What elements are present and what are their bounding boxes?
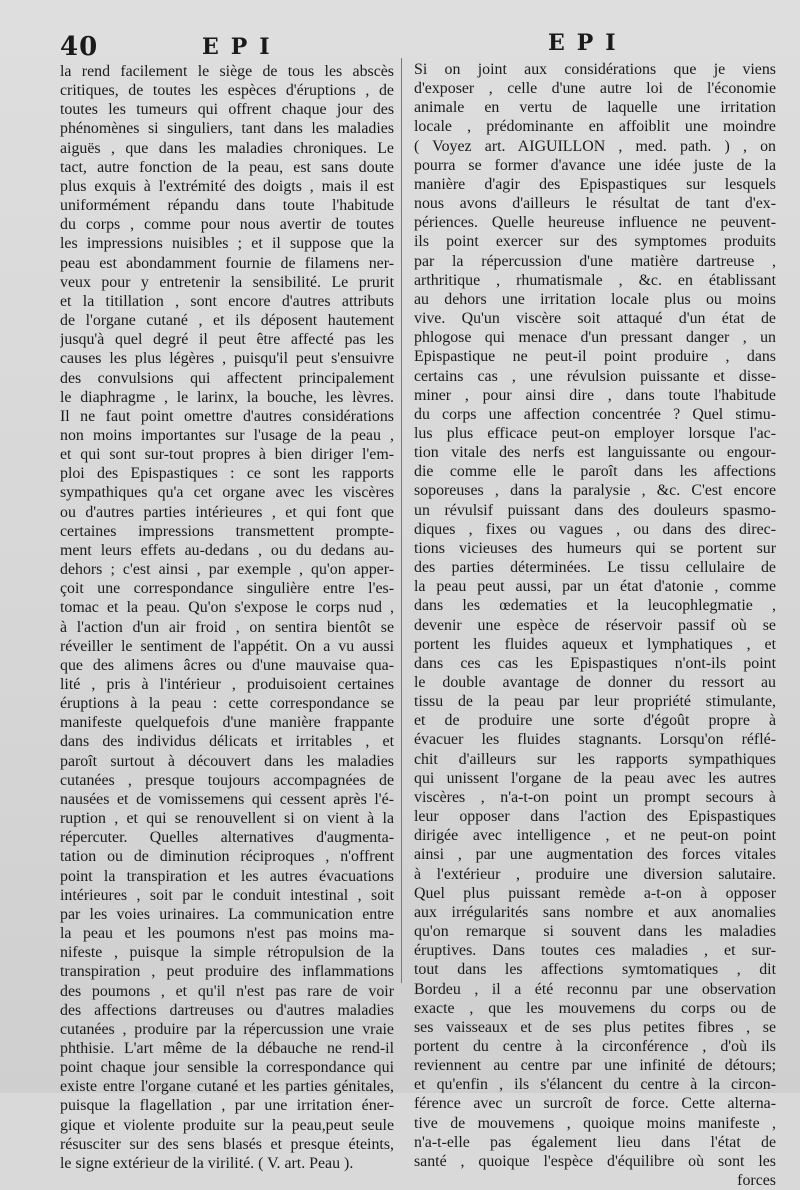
text-line: locale , prédominante en affoiblit une moindre bbox=[414, 118, 776, 136]
text-line: portent du centre à la circonférence , d'où ils bbox=[414, 1037, 776, 1055]
text-line: gique et violente produite sur la peau,peut seule bbox=[60, 1116, 394, 1134]
text-line: phénomènes si singuliers, tant dans les maladies bbox=[60, 120, 394, 138]
text-line: lité , pris à l'intérieur , produisoient certaines bbox=[60, 676, 394, 693]
text-line: le double avantage de donner du ressort au bbox=[414, 674, 776, 691]
text-line: forces bbox=[737, 1172, 776, 1190]
text-line: ment leurs effets au-dedans , ou du dedans au- bbox=[60, 541, 394, 559]
text-line: du corps une affection concentrée ? Quel stimu- bbox=[414, 405, 776, 423]
text-line: par les voies urinaires. La communication entre bbox=[60, 905, 394, 923]
text-line: paroît surtout à découvert dans les maladies bbox=[60, 752, 394, 770]
text-line: sympathiques qu'a cet organe avec les viscères bbox=[60, 484, 394, 502]
text-line: veux pour y entretenir la sensibilité. Le prurit bbox=[60, 273, 394, 291]
text-line: ainsi , par une augmentation des forces vitales bbox=[414, 846, 776, 864]
text-line: et qu'enfin , ils s'élancent du centre à la circon- bbox=[414, 1076, 776, 1094]
text-line: du corps , comme pour nous avertir de toutes bbox=[60, 216, 394, 234]
text-line: Epispastique ne peut-il point produire , dans bbox=[414, 348, 776, 366]
text-line: nifeste , puisque la simple rétropulsion de la bbox=[60, 944, 394, 962]
text-line: férence avec un surcroît de force. Cette alterna- bbox=[414, 1095, 776, 1113]
text-line: cutanées , produire par la répercussion une vraie bbox=[60, 1020, 394, 1038]
text-line: qui unissent l'organe de la peau avec les autres bbox=[414, 769, 776, 787]
text-line: nous avons d'ailleurs le résultat de tant d'ex- bbox=[414, 195, 776, 213]
text-line: et la titillation , sont encore d'autres attributs bbox=[60, 292, 394, 310]
left-running-title: EPI bbox=[202, 34, 282, 60]
text-line: critiques, de toutes les espèces d'éruptions , de bbox=[60, 82, 394, 100]
text-line: à l'action d'un air froid , on sentira bientôt se bbox=[60, 618, 394, 636]
text-line: reviennent au centre par une infinité de détours; bbox=[414, 1057, 776, 1075]
column-divider bbox=[401, 58, 402, 983]
text-line: des parties déterminées. Le tissu cellulaire de bbox=[414, 559, 776, 577]
text-line: devenir une espèce de réservoir passif où se bbox=[414, 616, 776, 634]
text-line: ou d'autres parties intérieures , et qui font que bbox=[60, 503, 394, 521]
text-line: la peau peut aussi, par un état d'atonie , comme bbox=[414, 578, 776, 596]
text-line: répercuter. Quelles alternatives d'augmenta- bbox=[60, 829, 394, 847]
text-line: tation ou de diminution réciproques , n'offrent bbox=[60, 848, 394, 866]
text-line: dans les œdematies et la leucophlegmatie , bbox=[414, 597, 776, 615]
text-line: par la répercussion d'une matière dartreuse , bbox=[414, 252, 776, 270]
text-line: éruptions à la peau : cette correspondance se bbox=[60, 695, 394, 713]
text-line: manière d'agir des Epispastiques sur lesquels bbox=[414, 175, 776, 193]
text-line: vive. Qu'un viscère soit attaqué d'un état de bbox=[414, 310, 776, 328]
text-line: point chaque jour sensible la correspondance qui bbox=[60, 1059, 394, 1077]
page-number: 40 bbox=[60, 32, 99, 62]
text-line: ( Voyez art. AIGUILLON , med. path. ) , on bbox=[414, 137, 776, 155]
text-line: évacuer les fluides stagnants. Lorsqu'on réflé- bbox=[414, 731, 776, 749]
right-text-column bbox=[414, 60, 776, 1190]
text-line: jusqu'à quel degré il peut être affecté pas les bbox=[60, 331, 394, 349]
text-line: puisque la flagellation , par une irritation éner- bbox=[60, 1097, 394, 1115]
text-line: dans des individus délicats et irritables , et bbox=[60, 733, 394, 751]
text-line: animale en vertu de laquelle une irritation bbox=[414, 99, 776, 117]
text-line: la rend facilement le siège de tous les abscès bbox=[60, 63, 394, 80]
text-line: tissu de la peau par leur propriété stimulante, bbox=[414, 693, 776, 711]
text-line: viscères , n'a-t-on point un prompt secours à bbox=[414, 788, 776, 806]
text-line: tive de mouvemens , quoique moins manifeste , bbox=[414, 1114, 776, 1132]
text-line: et de produire une sorte d'égoût propre à bbox=[414, 712, 776, 730]
text-line: les impressions nuisibles ; et il suppose que la bbox=[60, 235, 394, 253]
text-line: de l'organe cutané , et ils déposent hautement bbox=[60, 312, 394, 330]
text-line: dans ces cas les Epispastiques n'ont-ils point bbox=[414, 654, 776, 672]
text-line: chit d'ailleurs sur les rapports sympathiques bbox=[414, 750, 776, 768]
text-line: phthisie. L'art même de la débauche ne rend-il bbox=[60, 1039, 394, 1057]
text-line: arthritique , rhumatismale , &c. en établissant bbox=[414, 271, 776, 289]
text-line: cutanées , presque toujours accompagnées de bbox=[60, 771, 394, 789]
text-line: point la transpiration et les autres évacuations bbox=[60, 867, 394, 885]
text-line: des poumons , et qu'il n'est pas rare de voir bbox=[60, 982, 394, 1000]
text-line: aux irrégularités sans nombre et aux anomalies bbox=[414, 903, 776, 921]
text-line: plus exquis à l'extrémité des doigts , mais il est bbox=[60, 177, 394, 195]
text-line: causes les plus légères , puisqu'il peut s'ensuivre bbox=[60, 350, 394, 368]
text-line: Bordeu , il a été reconnu par une observation bbox=[414, 980, 776, 998]
text-line: tion vitale des nerfs est languissante ou engour- bbox=[414, 444, 776, 462]
text-line: die comme elle le paroît dans les affections bbox=[414, 463, 776, 481]
text-line: à l'extérieur , produire une diversion salutaire. bbox=[414, 865, 776, 883]
text-line: santé , quoique l'espèce d'équilibre où sont les bbox=[414, 1152, 776, 1170]
text-line: dirigée avec intelligence , et ne peut-on point bbox=[414, 827, 776, 845]
text-line: tact, autre fonction de la peau, est sans doute bbox=[60, 158, 394, 176]
text-line: dehors ; c'est ainsi , par exemple , qu'on apper- bbox=[60, 561, 394, 579]
text-line: ploi des Epispastiques : ce sont les rapports bbox=[60, 465, 394, 483]
text-line: Quel plus puissant remède a-t-on à opposer bbox=[414, 884, 776, 902]
text-line: Si on joint aux considérations que je viens bbox=[414, 61, 776, 78]
text-line: tions vicieuses des humeurs qui se portent sur bbox=[414, 539, 776, 557]
text-line: des convulsions qui affectent principalement bbox=[60, 369, 394, 387]
text-line: la peau et les poumons n'est pas moins ma- bbox=[60, 925, 394, 943]
text-line: au dehors une irritation locale plus ou moins bbox=[414, 290, 776, 308]
text-line: tomac et la peau. Qu'on s'expose le corps nud , bbox=[60, 599, 394, 617]
right-running-title: EPI bbox=[548, 30, 628, 56]
text-line: non moins importantes sur l'usage de la peau , bbox=[60, 426, 394, 444]
text-line: intérieures , soit par le conduit intestinal , soit bbox=[60, 886, 394, 904]
text-line: ses vaisseaux et de ses plus petites fibres , se bbox=[414, 1018, 776, 1036]
text-line: exacte , que les mouvemens du corps ou de bbox=[414, 999, 776, 1017]
text-line: çoit une correspondance singulière entre l'es- bbox=[60, 580, 394, 598]
text-line: certains cas , une révulsion puissante et disse- bbox=[414, 367, 776, 385]
text-line: portent les fluides aqueux et lymphatiques , et bbox=[414, 635, 776, 653]
text-line: miner , pour ainsi dire , dans toute l'habitude bbox=[414, 386, 776, 404]
running-header bbox=[0, 26, 800, 62]
text-line: pourra se former d'avance une idée juste de la bbox=[414, 156, 776, 174]
text-line: aiguës , que dans les maladies chroniques. Le bbox=[60, 139, 394, 157]
text-line: manifeste quelquefois d'une manière frappante bbox=[60, 714, 394, 732]
text-line: éruptives. Dans toutes ces maladies , et sur- bbox=[414, 942, 776, 960]
text-line: un révulsif puissant dans des douleurs spasmo- bbox=[414, 501, 776, 519]
text-line: périences. Quelle heureuse influence ne peuvent- bbox=[414, 214, 776, 232]
text-line: lus plus efficace peut-on employer lorsque l'ac- bbox=[414, 424, 776, 442]
text-line: nausées et de vomissemens qui cessent après l'é- bbox=[60, 790, 394, 808]
text-line: soporeuses , dans la paralysie , &c. C'est encore bbox=[414, 482, 776, 500]
text-line: Il ne faut point omettre d'autres considérations bbox=[60, 407, 394, 425]
left-text-column bbox=[60, 62, 394, 1173]
text-line: que des alimens âcres ou d'une mauvaise qua- bbox=[60, 656, 394, 674]
text-line: le signe extérieur de la virilité. ( V. art. Peau ). bbox=[60, 1154, 354, 1172]
text-line: et qui sont sur-tout propres à bien diriger l'em- bbox=[60, 446, 394, 464]
text-line: certaines impressions transmettent prompte- bbox=[60, 522, 394, 540]
text-line: réveiller le sentiment de l'appétit. On a vu aussi bbox=[60, 637, 394, 655]
text-line: le diaphragme , le larinx, la bouche, les lèvres. bbox=[60, 388, 394, 406]
text-line: tout dans les affections symtomatiques , dit bbox=[414, 961, 776, 979]
text-line: transpiration , peut produire des inflammations bbox=[60, 963, 394, 981]
text-line: résusciter sur des sens blasés et presque éteints, bbox=[60, 1135, 394, 1153]
text-line: ruption , et qui se renouvellent si on vient à la bbox=[60, 810, 394, 828]
text-line: qu'on remarque si souvent dans les maladies bbox=[414, 923, 776, 941]
text-line: leur opposer dans l'action des Epispastiques bbox=[414, 808, 776, 826]
text-line: diques , fixes ou vagues , ou dans des direc- bbox=[414, 520, 776, 538]
text-line: toutes les tumeurs qui offrent chaque jour des bbox=[60, 101, 394, 119]
text-line: peau est abondamment fournie de filamens ner- bbox=[60, 254, 394, 272]
text-line: des affections dartreuses ou d'autres maladies bbox=[60, 1001, 394, 1019]
text-line: phlogose qui menace d'un pressant danger , un bbox=[414, 329, 776, 347]
text-line: ils point exercer sur des symptomes produits bbox=[414, 233, 776, 251]
text-line: existe entre l'organe cutané et les parties génitales, bbox=[60, 1078, 394, 1096]
text-line: uniformément répandu dans toute l'habitude bbox=[60, 197, 394, 215]
text-line: d'exposer , celle d'une autre loi de l'économie bbox=[414, 80, 776, 98]
text-line: n'a-t-elle pas également lieu dans l'état de bbox=[414, 1133, 776, 1151]
